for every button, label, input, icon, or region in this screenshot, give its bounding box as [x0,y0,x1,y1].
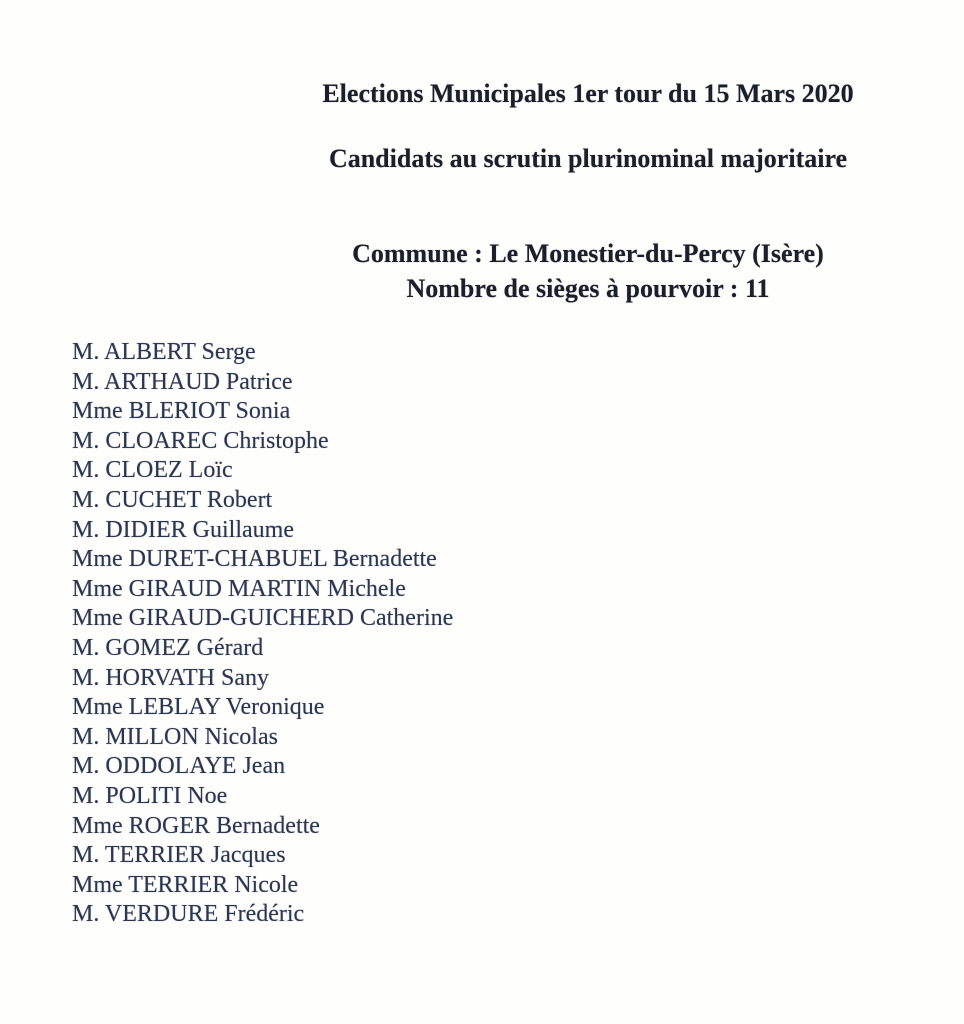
candidate-item: M. HORVATH Sany [72,664,269,691]
candidate-item: M. POLITI Noe [72,782,228,809]
candidate-item: Mme DURET-CHABUEL Bernadette [72,546,437,573]
candidate-item: M. ARTHAUD Patrice [72,368,293,395]
candidate-item: M. CLOEZ Loïc [72,457,233,484]
candidate-item: M. GOMEZ Gérard [72,634,264,661]
document-title: Elections Municipales 1er tour du 15 Mars 2020 [322,79,854,108]
candidate-item: M. ODDOLAYE Jean [72,753,286,780]
commune-block [212,236,964,306]
candidate-list [72,338,964,930]
candidate-item: Mme TERRIER Nicole [72,871,299,898]
candidate-item: Mme GIRAUD-GUICHERD Catherine [72,605,454,632]
candidate-item: Mme LEBLAY Veronique [72,694,325,721]
candidate-item: Mme ROGER Bernadette [72,812,320,839]
candidate-item: M. VERDURE Frédéric [72,901,305,928]
candidate-item: M. DIDIER Guillaume [72,516,294,543]
candidate-item: Mme BLERIOT Sonia [72,398,291,425]
candidate-item: Mme GIRAUD MARTIN Michele [72,575,406,602]
candidate-item: M. TERRIER Jacques [72,842,286,869]
document-subtitle: Candidats au scrutin plurinominal majoritaire [328,144,848,173]
candidate-item: M. CLOAREC Christophe [72,427,329,454]
seats-line: Nombre de sièges à pourvoir : 11 [406,274,770,303]
candidate-item: M. CUCHET Robert [72,486,273,513]
candidate-item: M. MILLON Nicolas [72,723,278,750]
candidate-item: M. ALBERT Serge [72,339,256,365]
commune-line: Commune : Le Monestier-du-Percy (Isère) [352,239,824,268]
